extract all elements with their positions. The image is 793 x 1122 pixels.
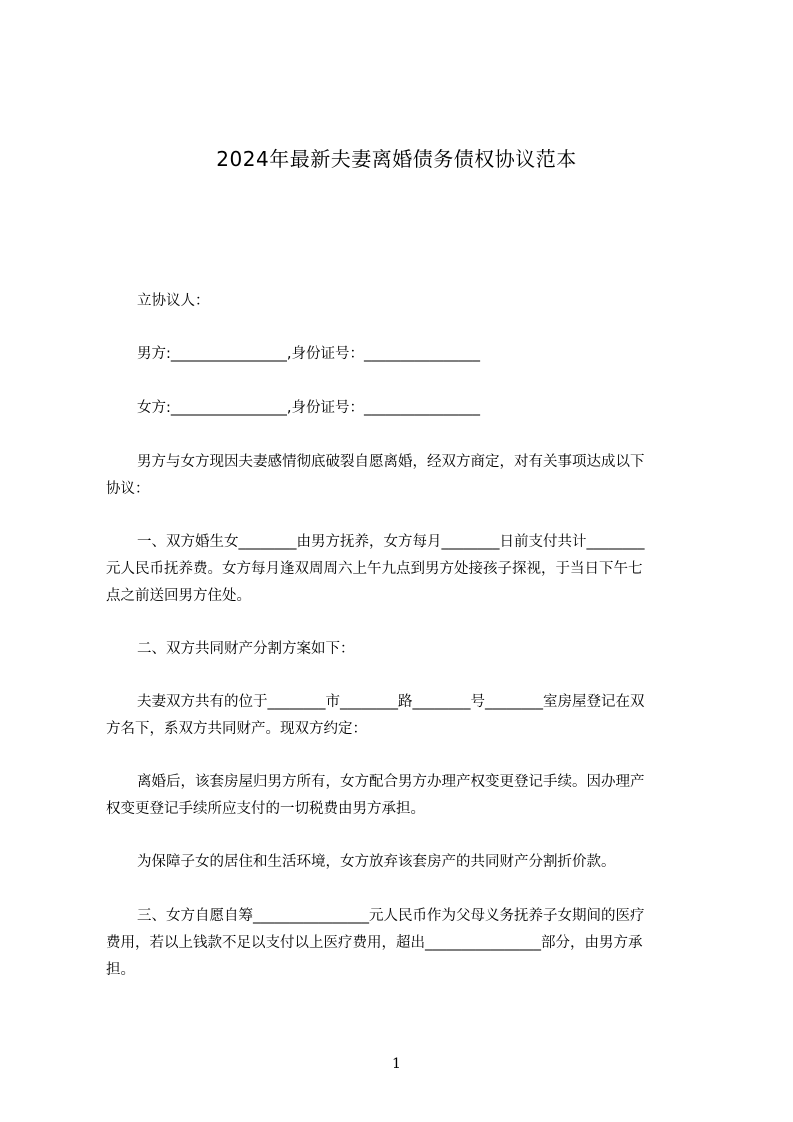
clause2-line-5: 为保障子女的居住和生活环境，女方放弃该套房产的共同财产分割折价款。 (137, 854, 616, 870)
page-number: 1 (392, 1056, 401, 1072)
female-party-line: 女方:________________,身份证号：________________ (137, 400, 480, 416)
clause3-line-2: 费用，若以上钱款不足以支付以上医疗费用，超出________________部分，由男方承 (106, 935, 643, 951)
clause1-line-2: 元人民币抚养费。女方每月逢双周周六上午九点到男方处接孩子探视，于当日下午七 (106, 561, 643, 577)
clause2-line-4: 权变更登记手续所应支付的一切税费由男方承担。 (106, 801, 425, 817)
clause2-line-2: 方名下，系双方共同财产。现双方约定： (106, 721, 367, 737)
clause3-line-1: 三、女方自愿自筹________________元人民币作为父母义务抚养子女期间的医疗 (137, 908, 645, 924)
clause2-heading: 二、双方共同财产分割方案如下： (137, 641, 355, 657)
clause3-line-3: 担。 (106, 962, 135, 978)
clause1-line-3: 点之前送回男方住处。 (106, 588, 251, 604)
clause1-line-1: 一、双方婚生女________由男方抚养，女方每月________日前支付共计________ (137, 534, 645, 550)
clause2-line-1: 夫妻双方共有的位于________市________路________号________室房屋登记在双 (137, 694, 645, 710)
intro-line-1: 男方与女方现因夫妻感情彻底破裂自愿离婚，经双方商定，对有关事项达成以下 (137, 454, 645, 470)
page-title: 2024年最新夫妻离婚债务债权协议范本 (216, 147, 577, 171)
intro-line-2: 协议： (106, 481, 150, 497)
clause2-line-3: 离婚后，该套房屋归男方所有，女方配合男方办理产权变更登记手续。因办理产 (137, 774, 645, 790)
male-party-line: 男方:________________,身份证号：________________ (137, 346, 480, 362)
parties-heading: 立协议人： (137, 293, 210, 309)
